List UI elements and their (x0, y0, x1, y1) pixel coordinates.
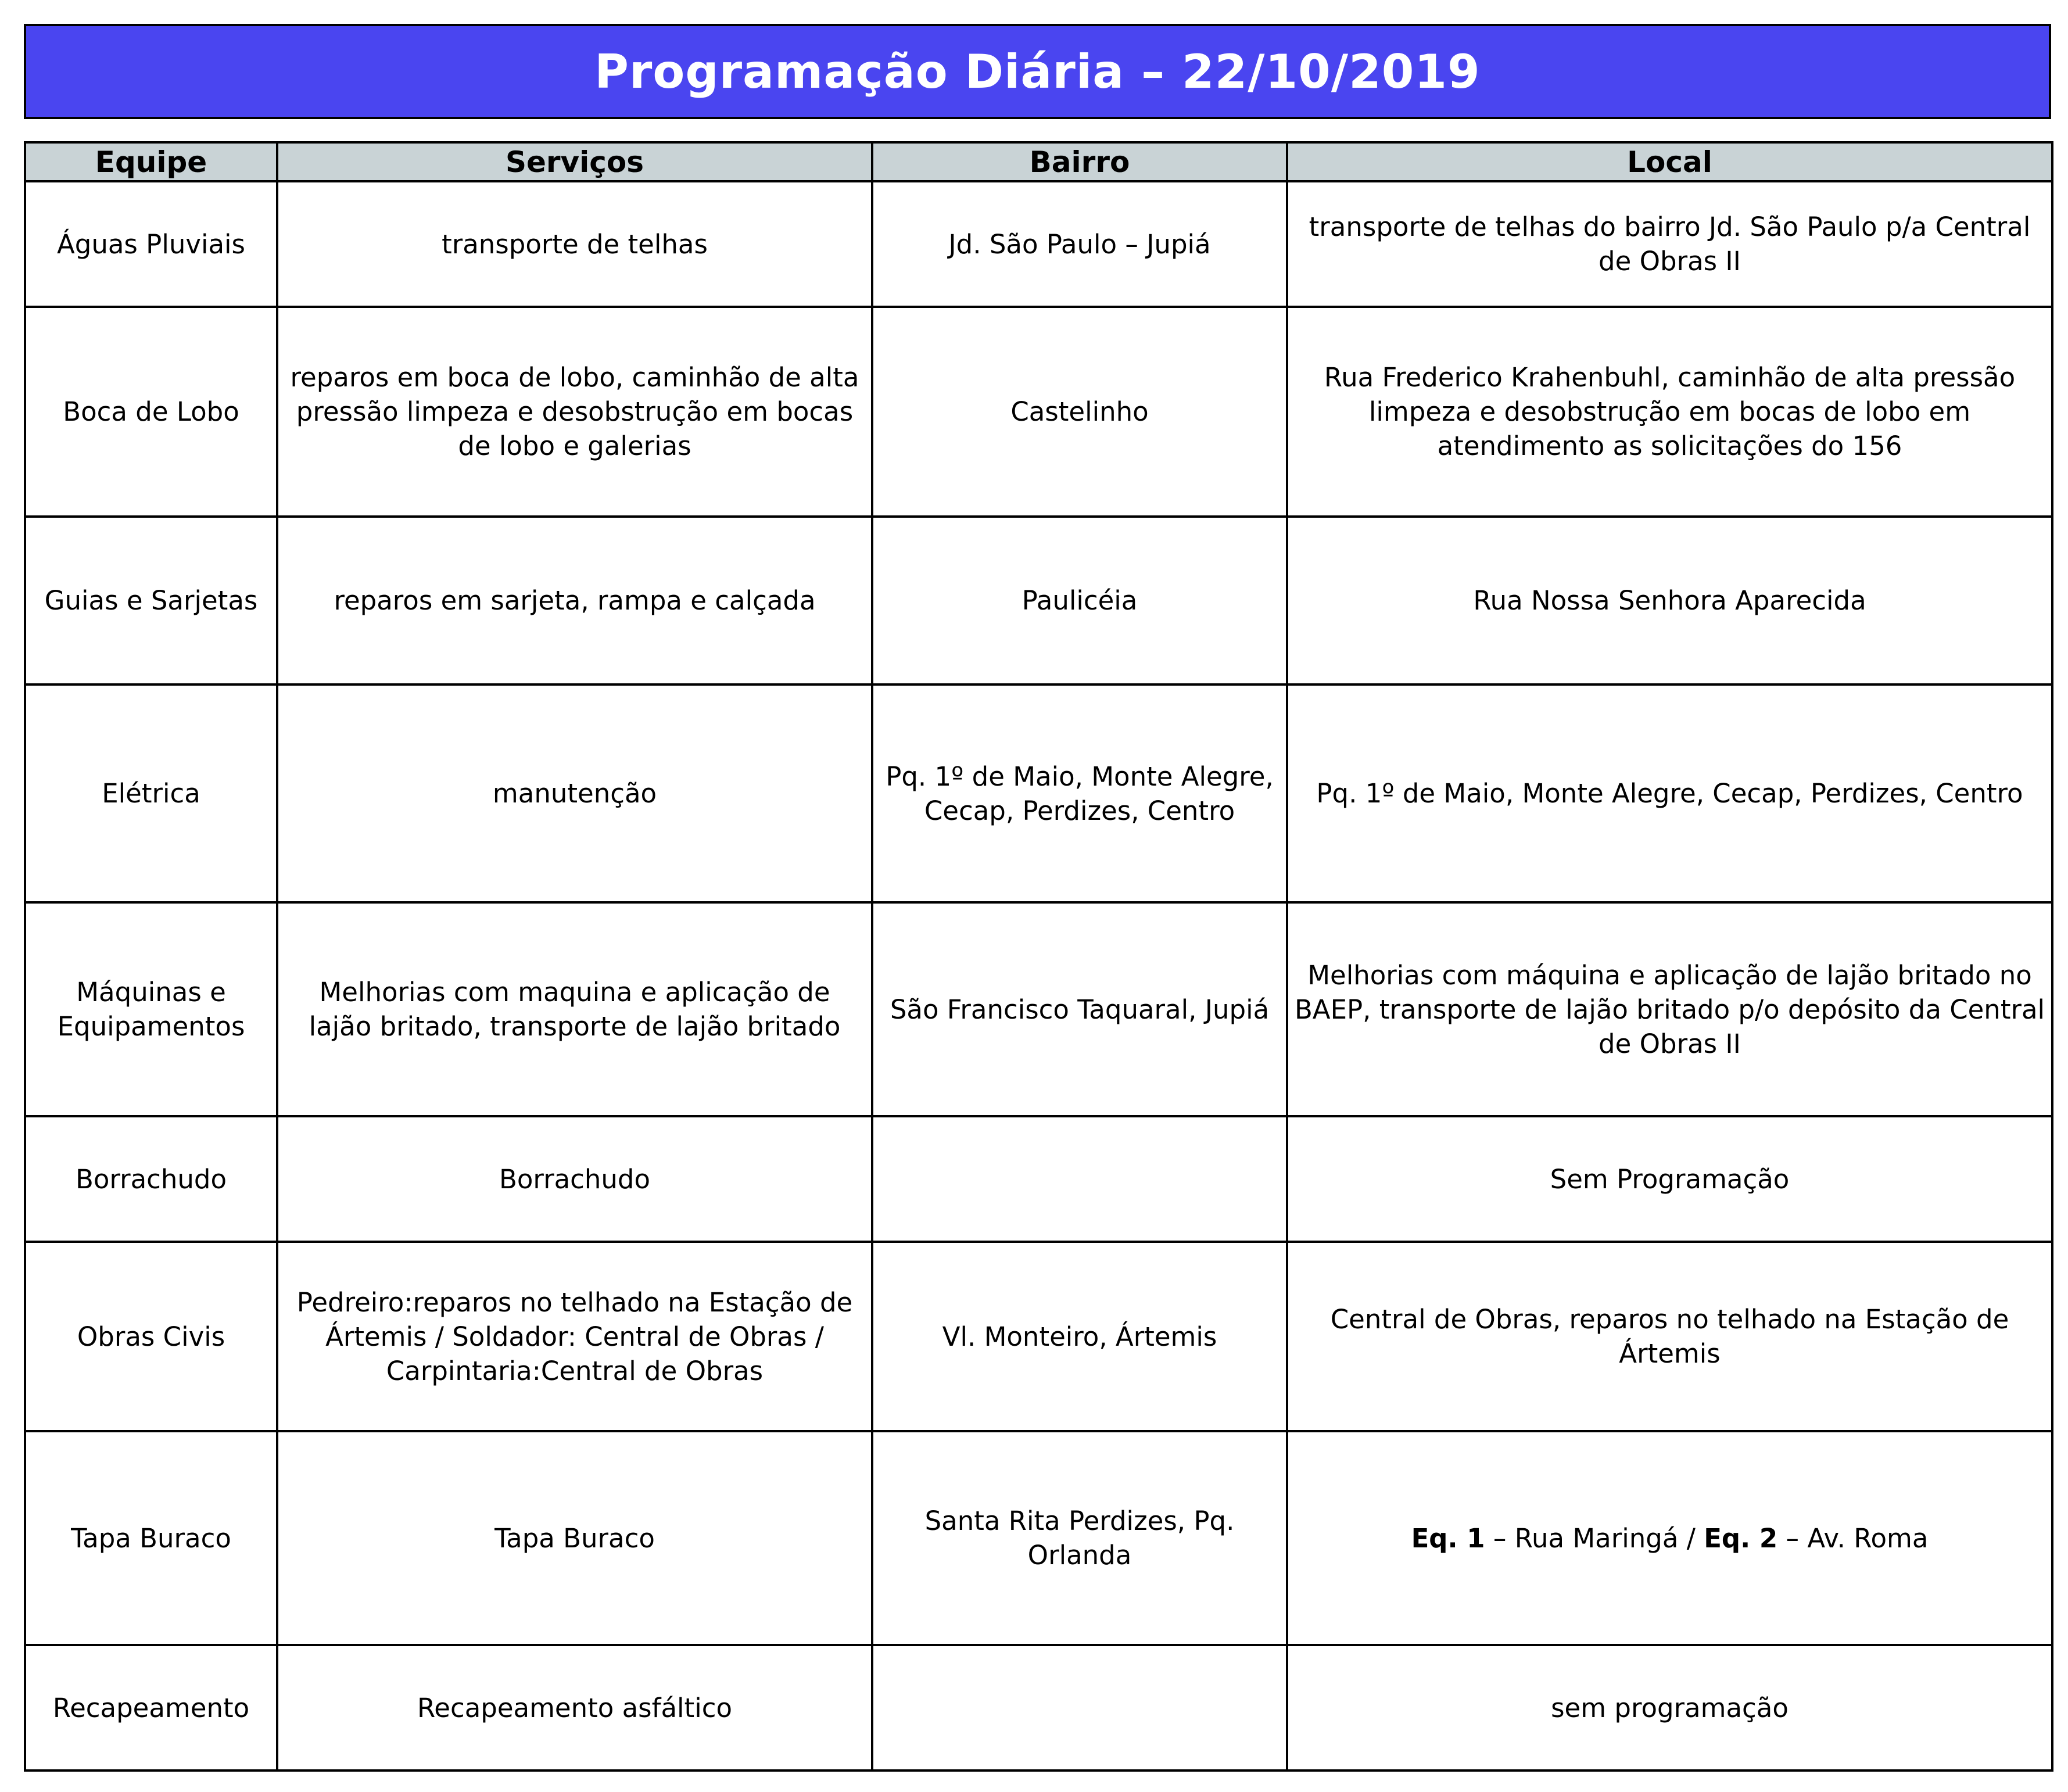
title-banner (24, 24, 2051, 119)
cell-equipe: Águas Pluviais (25, 181, 277, 307)
column-header-servicos: Serviços (277, 142, 872, 181)
team-2-location: – Av. Roma (1777, 1522, 1929, 1554)
cell-servicos: Borrachudo (277, 1116, 872, 1242)
cell-equipe: Elétrica (25, 684, 277, 902)
cell-local: Rua Frederico Krahenbuhl, caminhão de alta pressão limpeza e desobstrução em bocas de lobo em atendimento as solicitações do 156 (1287, 307, 2052, 517)
cell-local: sem programação (1287, 1645, 2052, 1771)
cell-servicos: Recapeamento asfáltico (277, 1645, 872, 1771)
cell-local: Sem Programação (1287, 1116, 2052, 1242)
cell-bairro: São Francisco Taquaral, Jupiá (872, 902, 1287, 1116)
team-1-label: Eq. 1 (1411, 1522, 1485, 1554)
cell-servicos: transporte de telhas (277, 181, 872, 307)
table-row (25, 1431, 2052, 1645)
team-1-location: – Rua Maringá / (1485, 1522, 1704, 1554)
team-2-label: Eq. 2 (1704, 1522, 1778, 1554)
table-row (25, 181, 2052, 307)
cell-servicos: Pedreiro:reparos no telhado na Estação de Ártemis / Soldador: Central de Obras / Carpintaria:Central de Obras (277, 1242, 872, 1431)
table-row (25, 1645, 2052, 1771)
cell-bairro: Castelinho (872, 307, 1287, 517)
cell-equipe: Obras Civis (25, 1242, 277, 1431)
cell-local: Rua Nossa Senhora Aparecida (1287, 517, 2052, 684)
cell-servicos: reparos em boca de lobo, caminhão de alta pressão limpeza e desobstrução em bocas de lobo e galerias (277, 307, 872, 517)
cell-local (1287, 1431, 2052, 1645)
cell-bairro: Paulicéia (872, 517, 1287, 684)
table-row (25, 517, 2052, 684)
cell-local: Melhorias com máquina e aplicação de lajão britado no BAEP, transporte de lajão britado p/o depósito da Central de Obras II (1287, 902, 2052, 1116)
schedule-table (24, 141, 2053, 1772)
cell-local: Central de Obras, reparos no telhado na Estação de Ártemis (1287, 1242, 2052, 1431)
cell-servicos: manutenção (277, 684, 872, 902)
cell-servicos: Melhorias com maquina e aplicação de lajão britado, transporte de lajão britado (277, 902, 872, 1116)
cell-bairro (872, 1116, 1287, 1242)
column-header-equipe: Equipe (25, 142, 277, 181)
cell-local: transporte de telhas do bairro Jd. São Paulo p/a Central de Obras II (1287, 181, 2052, 307)
cell-bairro (872, 1645, 1287, 1771)
cell-bairro: Pq. 1º de Maio, Monte Alegre, Cecap, Perdizes, Centro (872, 684, 1287, 902)
cell-equipe: Borrachudo (25, 1116, 277, 1242)
table-row (25, 684, 2052, 902)
cell-equipe: Máquinas e Equipamentos (25, 902, 277, 1116)
cell-equipe: Guias e Sarjetas (25, 517, 277, 684)
cell-bairro: Jd. São Paulo – Jupiá (872, 181, 1287, 307)
table-header-row (25, 142, 2052, 181)
cell-local: Pq. 1º de Maio, Monte Alegre, Cecap, Perdizes, Centro (1287, 684, 2052, 902)
table-row (25, 307, 2052, 517)
column-header-bairro: Bairro (872, 142, 1287, 181)
table-row (25, 902, 2052, 1116)
cell-equipe: Tapa Buraco (25, 1431, 277, 1645)
cell-servicos: reparos em sarjeta, rampa e calçada (277, 517, 872, 684)
page-title: Programação Diária – 22/10/2019 (594, 44, 1481, 99)
table-row (25, 1116, 2052, 1242)
cell-equipe: Recapeamento (25, 1645, 277, 1771)
cell-servicos: Tapa Buraco (277, 1431, 872, 1645)
cell-bairro: Santa Rita Perdizes, Pq. Orlanda (872, 1431, 1287, 1645)
table-row (25, 1242, 2052, 1431)
cell-bairro: Vl. Monteiro, Ártemis (872, 1242, 1287, 1431)
cell-equipe: Boca de Lobo (25, 307, 277, 517)
column-header-local: Local (1287, 142, 2052, 181)
